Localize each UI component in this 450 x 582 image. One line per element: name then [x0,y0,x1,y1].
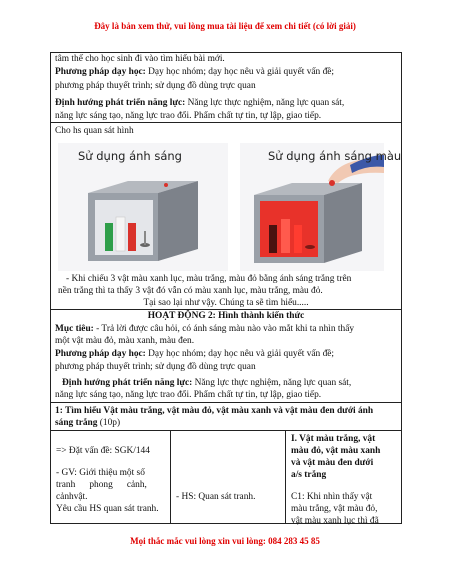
activity-title: HOẠT ĐỘNG 2: Hình thành kiến thức [147,311,305,321]
col1-line: - GV: Giới thiệu một số [56,468,145,478]
section-title-line-1: 1: Tìm hiểu Vật màu trắng, vật màu đỏ, vật màu xanh và vật màu đen dưới ánh [55,406,374,416]
column-divider [170,430,171,524]
section-title-bold: sáng trắng [55,418,98,428]
method-line-1 [55,66,334,78]
col1-line: => Đặt vấn đề: SGK/144 [56,446,150,456]
experiment-line-3: Tại sao lại như vậy. Chúng ta sẽ tìm hiểu..... [143,298,309,308]
ability-label: Định hướng phát triển năng lực: [62,378,193,388]
divider [50,402,402,403]
method-line-2 [55,348,334,360]
col3-heading-line: I. Vật màu trắng, vật [291,434,376,444]
goal-text: - Trả lời được câu hỏi, có ánh sáng màu nào vào mắt khi ta nhìn thấy [93,324,355,334]
contact-banner: Mọi thắc mắc vui lòng xin vui lòng: 084 283 45 85 [130,536,320,546]
ability-line-1 [55,97,344,109]
scene-left-title: Sử dụng ánh sáng [78,149,182,163]
method-text: Dạy học nhóm; dạy học nêu và giải quyết vấn đề; [145,67,335,77]
col3-c1-line: C1: Khi nhìn thấy vật [291,492,373,502]
col1-line: tranh phong cảnh, [56,480,147,490]
col1-line: cảnhvật. [56,492,88,502]
table-divider [50,430,402,431]
col3-heading-line: màu đỏ, vật màu xanh [291,446,381,456]
ability-text: Năng lực thực nghiệm, năng lực quan sát, [192,378,352,388]
preview-banner: Đây là bản xem thử, vui lòng mua tài liệu để xem chi tiết (có lời giải) [94,21,356,31]
intro-line: tâm thế cho học sinh đi vào tìm hiểu bài mới. [55,54,225,64]
col3-heading-line: và vật màu đen dưới [291,458,374,468]
goal-label: Mục tiêu: [55,324,94,334]
ability-text: Năng lực thực nghiệm, năng lực quan sát, [185,98,345,108]
scene-right-title: Sử dụng ánh sáng màu [268,149,402,163]
experiment-line-1: - Khi chiếu 3 vật màu xanh lục, màu trắng, màu đỏ bằng ánh sáng trắng trên [66,274,352,284]
ability-line-1b: năng lực sáng tạo, năng lực trao đổi. Phẩm chất tự tin, tự lập, giao tiếp. [55,111,322,121]
column-divider [285,430,286,524]
method-text: Dạy học nhóm; dạy học nêu và giải quyết vấn đề; [145,349,335,359]
method-line-1b: phương pháp thuyết trình; sử dụng đồ dùng trực quan [55,81,256,91]
observe-caption: Cho hs quan sát hình [55,126,134,136]
col3-c1-line: màu trắng, vật màu đỏ, [291,504,378,514]
col3-heading-line: a/s trắng [291,470,327,480]
divider [50,122,402,123]
section-title-time: (10p) [97,418,121,428]
col2-line: - HS: Quan sát tranh. [176,492,256,502]
experiment-line-2: nền trắng thì ta thấy 3 vật đó vẫn có màu xanh lục, màu trắng, màu đỏ. [58,286,323,296]
ability-line-2 [62,377,351,389]
col1-line: Yêu cầu HS quan sát tranh. [56,504,159,514]
ability-label: Định hướng phát triển năng lực: [55,98,186,108]
section-title-line-2 [55,417,120,429]
col3-c1-line: vật màu xanh lục thì đã [291,516,379,526]
goal-line [55,323,354,335]
method-label: Phương pháp dạy học: [55,349,146,359]
method-label: Phương pháp dạy học: [55,67,146,77]
goal-line-2: một vật màu đỏ, màu xanh, màu đen. [55,336,195,346]
method-line-2b: phương pháp thuyết trình; sử dụng đồ dùng trực quan [55,362,256,372]
ability-line-2b: năng lực sáng tạo, năng lực trao đổi. Phẩm chất tự tin, tự lập, giao tiếp. [55,390,322,400]
